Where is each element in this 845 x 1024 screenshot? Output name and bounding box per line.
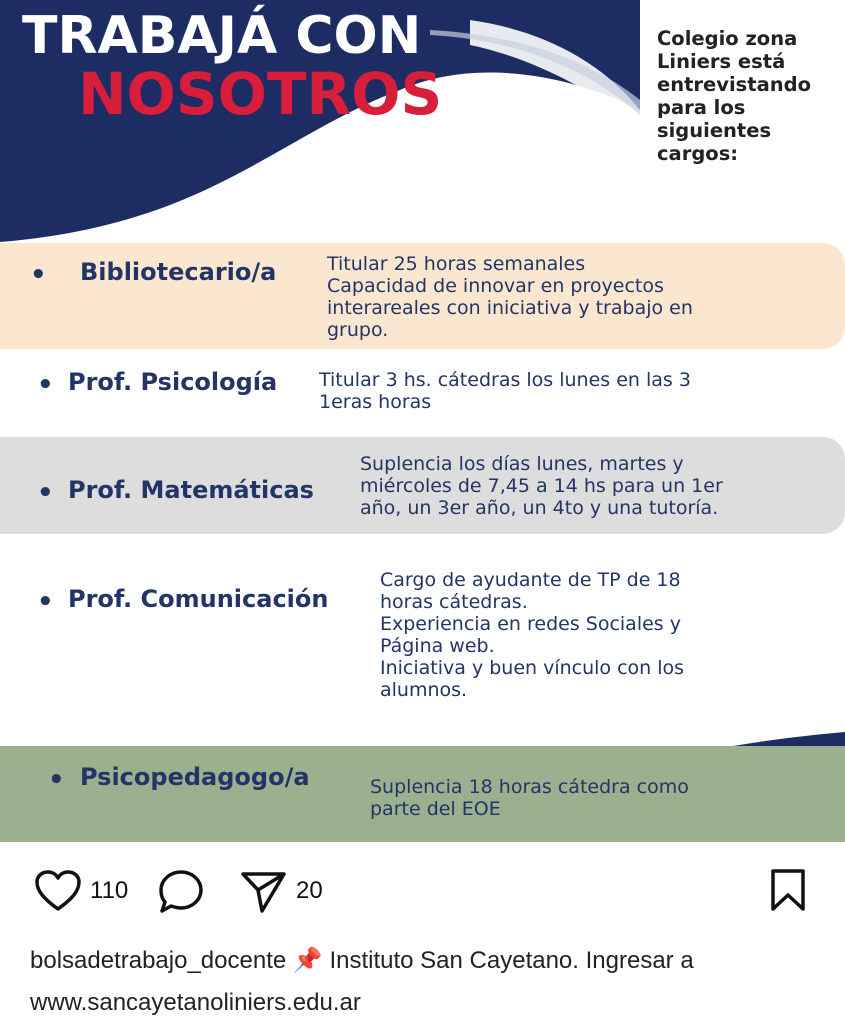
role-details [327,253,693,341]
role-details [319,369,691,413]
detail-line: Titular 25 horas semanales [327,253,586,275]
heart-icon[interactable] [34,869,82,913]
bullet: • [48,765,65,795]
detail-line: 1eras horas [319,391,432,413]
comment-icon[interactable] [156,868,206,916]
detail-line: grupo. [327,319,389,341]
detail-line: Página web. [380,635,495,657]
detail-line: interareales con iniciativa y trabajo en [327,297,693,319]
intro-text [657,27,837,165]
intro-line: Colegio zona [657,27,798,50]
role-title: Prof. Comunicación [68,585,329,613]
role-details [360,453,723,519]
detail-line: año, un 3er año, un 4to y una tutoría. [360,497,719,519]
intro-line: cargos: [657,142,739,165]
caption-username[interactable]: bolsadetrabajo_docente [30,947,287,974]
role-title: Prof. Psicología [68,368,278,396]
bullet: • [37,478,54,508]
send-icon[interactable] [240,870,288,914]
role-title: Psicopedagogo/a [80,763,310,791]
share-count: 20 [296,877,323,904]
detail-line: Suplencia los días lunes, martes y [360,453,684,475]
detail-line: Titular 3 hs. cátedras los lunes en las 3 [319,369,691,391]
headline-line-1: TRABAJÁ CON [22,6,422,66]
intro-line: entrevistando [657,73,811,96]
caption-link[interactable]: www.sancayetanoliniers.edu.ar [30,989,361,1016]
like-count[interactable]: 110 [90,877,129,904]
intro-line: Liniers está [657,50,786,73]
detail-line: Iniciativa y buen vínculo con los [380,657,685,679]
detail-line: Capacidad de innovar en proyectos [327,275,664,297]
bullet: • [37,587,54,617]
role-details [380,569,684,701]
bullet: • [37,370,54,400]
detail-line: Suplencia 18 horas cátedra como [370,776,689,798]
bookmark-icon[interactable] [769,868,807,912]
bullet: • [30,260,47,290]
post-action-bar [0,842,845,937]
caption-text: Instituto San Cayetano. Ingresar a [322,947,694,974]
detail-line: Experiencia en redes Sociales y [380,613,681,635]
intro-line: siguientes [657,119,772,142]
role-details [370,776,689,820]
post-caption [30,940,830,1024]
role-title: Bibliotecario/a [80,258,277,286]
headline-line-2: NOSOTROS [78,60,443,128]
detail-line: parte del EOE [370,798,501,820]
detail-line: alumnos. [380,679,468,701]
detail-line: miércoles de 7,45 a 14 hs para un 1er [360,475,723,497]
intro-line: para los [657,96,746,119]
detail-line: horas cátedras. [380,591,528,613]
pin-icon: 📌 [292,947,323,974]
role-title: Prof. Matemáticas [68,476,314,504]
detail-line: Cargo de ayudante de TP de 18 [380,569,681,591]
